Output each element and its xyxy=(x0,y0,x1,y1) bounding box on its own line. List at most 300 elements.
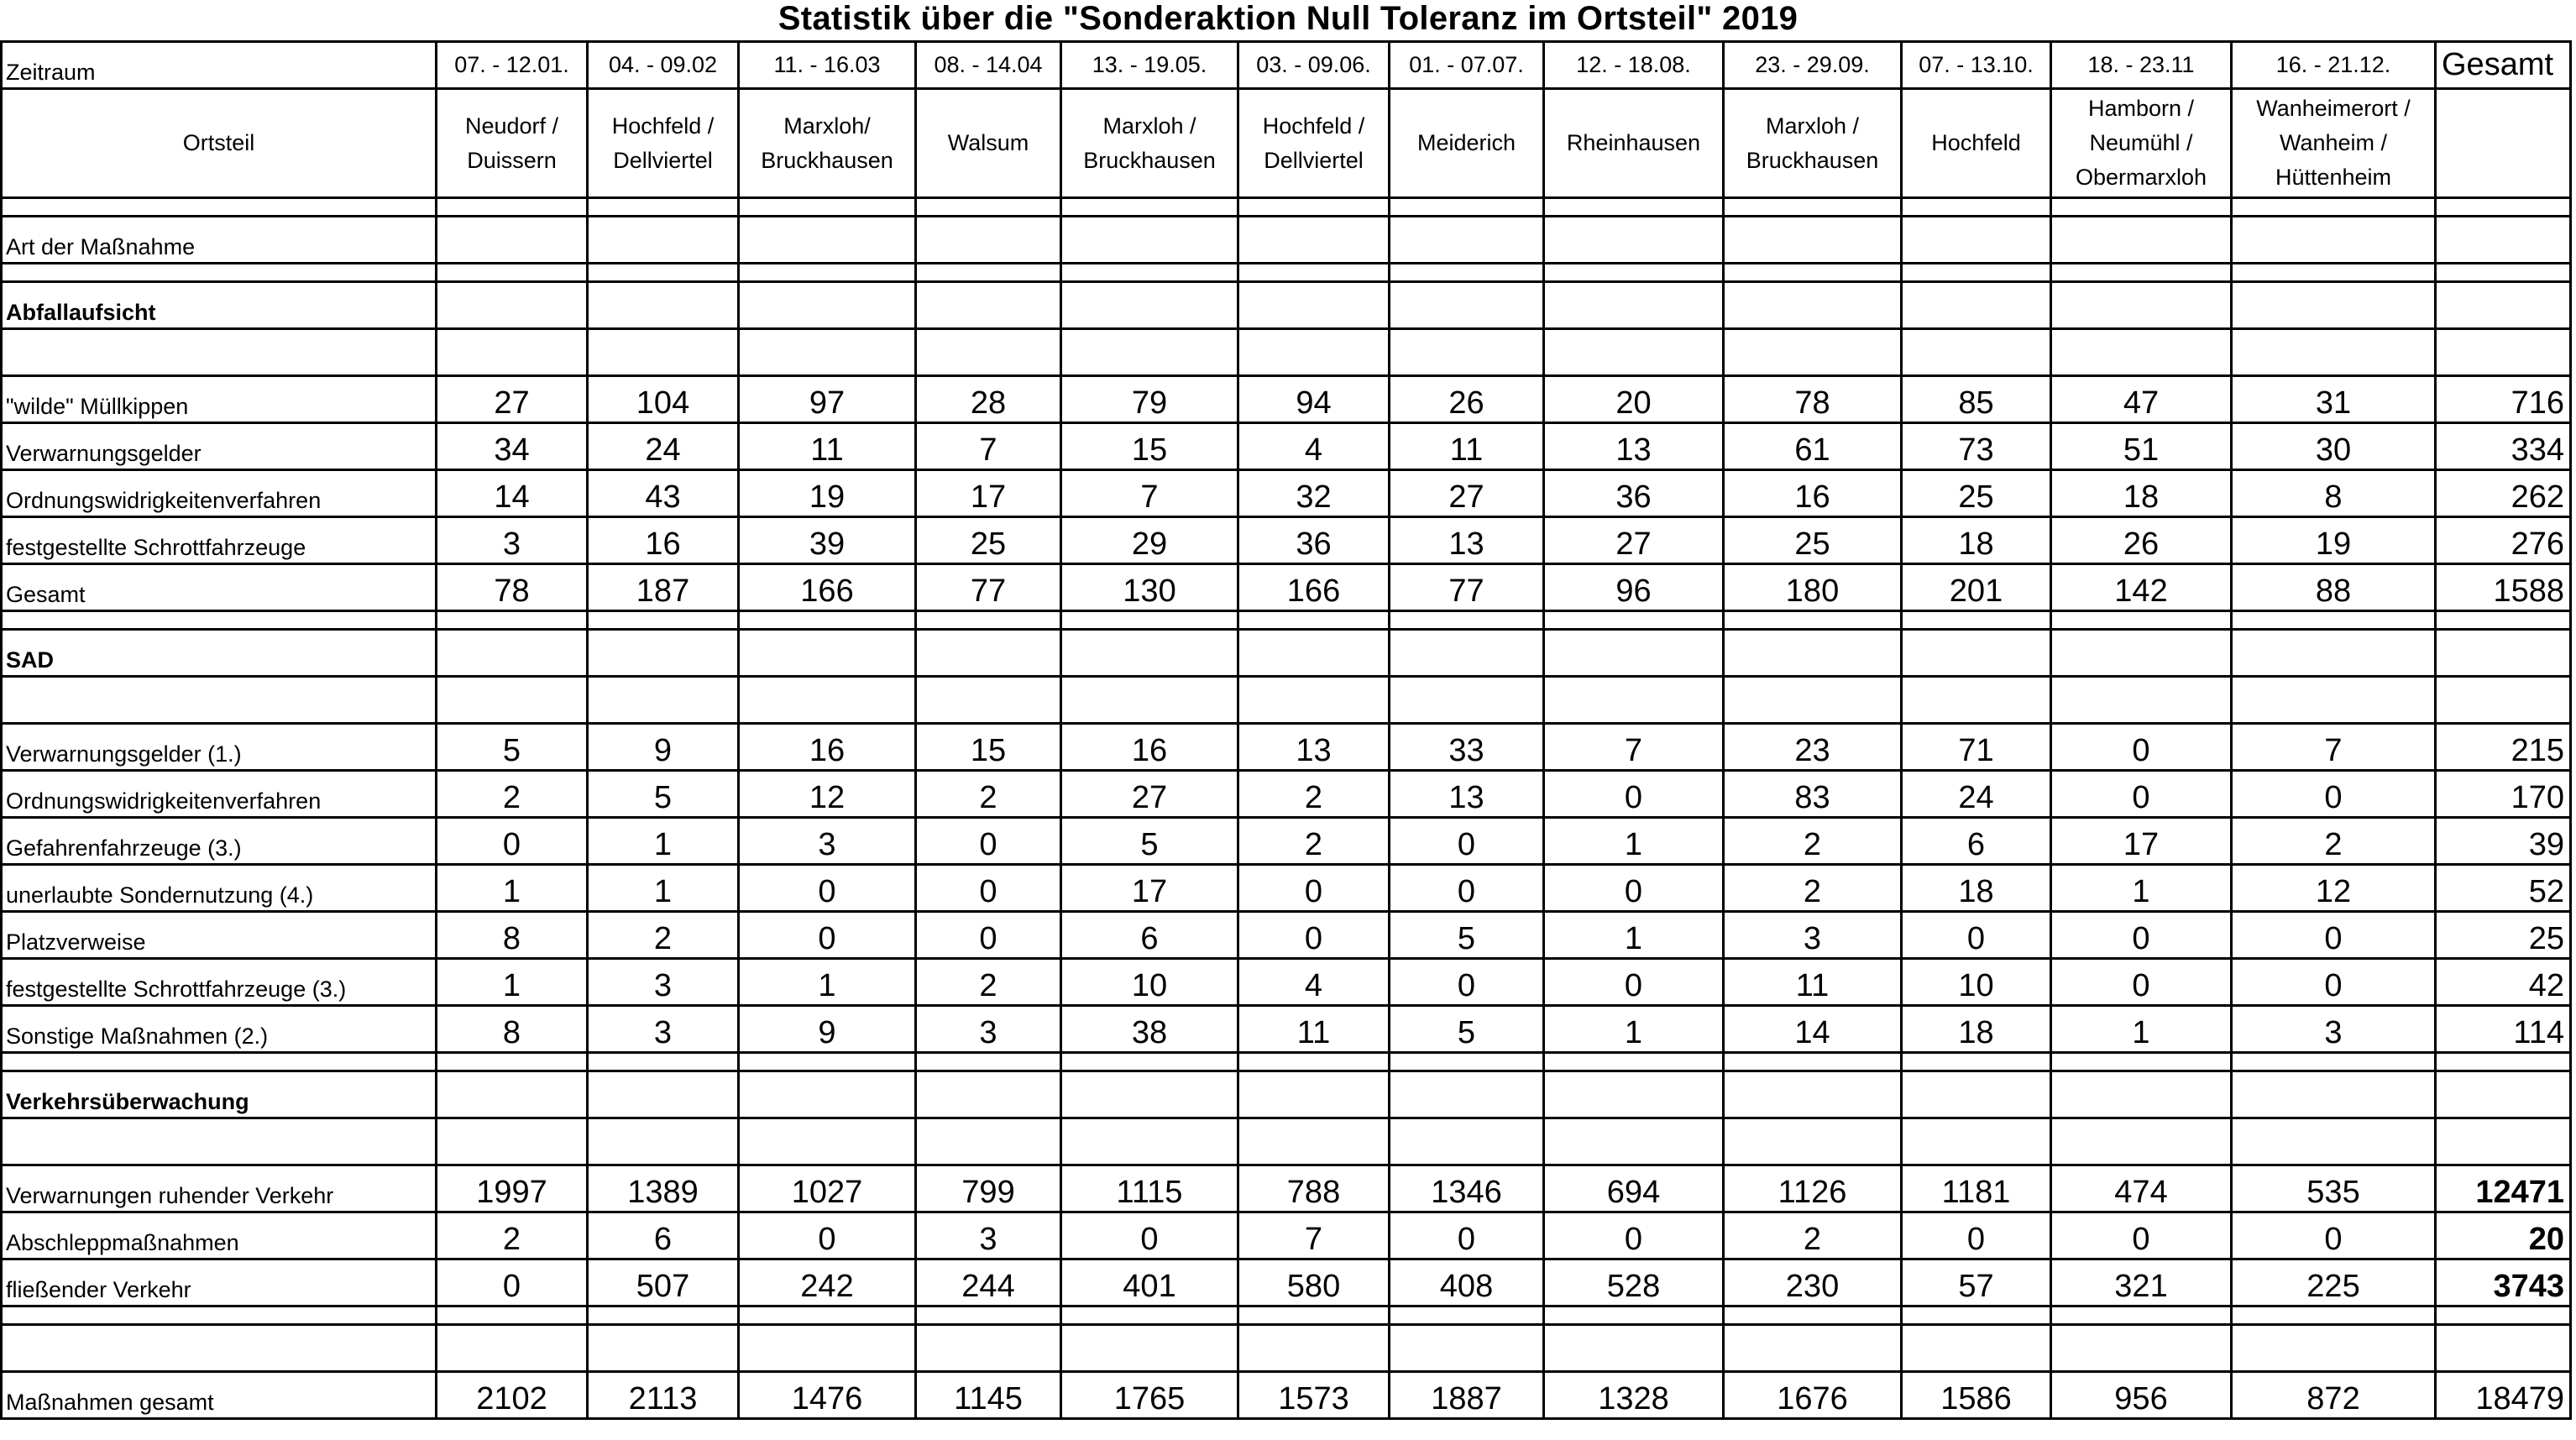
empty-cell xyxy=(1544,1325,1724,1372)
value-cell: 166 xyxy=(1238,564,1390,611)
empty-cell xyxy=(2232,1306,2436,1325)
empty-cell xyxy=(739,282,916,329)
value-cell: 13 xyxy=(1390,771,1544,818)
empty-cell xyxy=(1902,1325,2051,1372)
value-cell: 0 xyxy=(1902,912,2051,959)
empty-cell xyxy=(739,1071,916,1118)
empty-cell xyxy=(916,217,1061,264)
row-total: 716 xyxy=(2436,376,2571,423)
empty-cell xyxy=(1390,1053,1544,1071)
row-total: 215 xyxy=(2436,724,2571,771)
spacer-row xyxy=(2,677,2571,724)
period-cell: 18. - 23.11 xyxy=(2051,42,2232,89)
data-row xyxy=(2,865,2571,912)
value-cell: 9 xyxy=(588,724,739,771)
empty-cell xyxy=(2232,1118,2436,1165)
row-label: Verwarnungsgelder (1.) xyxy=(2,724,437,771)
value-cell: 29 xyxy=(1061,517,1238,564)
value-cell: 4 xyxy=(1238,959,1390,1006)
empty-cell xyxy=(2051,1118,2232,1165)
empty-cell xyxy=(2051,630,2232,677)
district-line: Meiderich xyxy=(1416,130,1516,155)
value-cell: 38 xyxy=(1061,1006,1238,1053)
row-total: 52 xyxy=(2436,865,2571,912)
empty-cell xyxy=(2051,264,2232,282)
data-row xyxy=(2,423,2571,470)
spacer-row xyxy=(2,1053,2571,1071)
value-cell: 0 xyxy=(739,912,916,959)
value-cell: 12 xyxy=(739,771,916,818)
empty-cell xyxy=(739,1306,916,1325)
row-label: Verwarnungsgelder xyxy=(2,423,437,470)
value-cell: 6 xyxy=(588,1212,739,1259)
empty-cell xyxy=(2232,1071,2436,1118)
empty-cell xyxy=(1724,611,1902,630)
empty-cell xyxy=(1902,1071,2051,1118)
value-cell: 7 xyxy=(1544,724,1724,771)
value-cell: 3 xyxy=(1724,912,1902,959)
data-row xyxy=(2,959,2571,1006)
empty-cell xyxy=(739,264,916,282)
district-line: Dellviertel xyxy=(1264,147,1364,173)
value-cell: 26 xyxy=(2051,517,2232,564)
row-label: Abschleppmaßnahmen xyxy=(2,1212,437,1259)
district-cell xyxy=(2232,89,2436,198)
value-cell: 230 xyxy=(1724,1259,1902,1306)
value-cell: 0 xyxy=(739,865,916,912)
empty-cell xyxy=(1238,630,1390,677)
value-cell: 0 xyxy=(1238,912,1390,959)
value-cell: 8 xyxy=(437,912,588,959)
empty-cell xyxy=(1544,1071,1724,1118)
value-cell: 73 xyxy=(1902,423,2051,470)
value-cell: 1 xyxy=(1544,1006,1724,1053)
row-label: Platzverweise xyxy=(2,912,437,959)
district-line: Wanheimerort / xyxy=(2256,96,2411,121)
district-cell xyxy=(588,89,739,198)
empty-cell xyxy=(1724,217,1902,264)
empty-cell xyxy=(2436,89,2571,198)
district-line: Bruckhausen xyxy=(761,147,893,173)
empty-cell xyxy=(1061,1053,1238,1071)
empty-cell xyxy=(588,264,739,282)
row-label: festgestellte Schrottfahrzeuge (3.) xyxy=(2,959,437,1006)
value-cell: 0 xyxy=(1238,865,1390,912)
district-cell xyxy=(1061,89,1238,198)
empty-cell xyxy=(739,217,916,264)
value-cell: 27 xyxy=(1061,771,1238,818)
value-cell: 321 xyxy=(2051,1259,2232,1306)
empty-cell xyxy=(739,1325,916,1372)
empty-cell xyxy=(2232,611,2436,630)
value-cell: 31 xyxy=(2232,376,2436,423)
empty-cell xyxy=(916,611,1061,630)
section-title: SAD xyxy=(2,630,437,677)
value-cell: 19 xyxy=(739,470,916,517)
empty-cell xyxy=(1061,630,1238,677)
empty-cell xyxy=(2,1053,437,1071)
value-cell: 11 xyxy=(1238,1006,1390,1053)
empty-cell xyxy=(916,1306,1061,1325)
row-label: festgestellte Schrottfahrzeuge xyxy=(2,517,437,564)
empty-cell xyxy=(1238,677,1390,724)
district-line: Walsum xyxy=(947,130,1029,155)
value-cell: 16 xyxy=(1061,724,1238,771)
value-cell: 26 xyxy=(1390,376,1544,423)
value-cell: 13 xyxy=(1390,517,1544,564)
empty-cell xyxy=(2051,1306,2232,1325)
value-cell: 0 xyxy=(2232,1212,2436,1259)
empty-cell xyxy=(1061,329,1238,376)
value-cell: 78 xyxy=(437,564,588,611)
empty-cell xyxy=(1902,1053,2051,1071)
district-cell xyxy=(916,89,1061,198)
empty-cell xyxy=(2232,264,2436,282)
empty-cell xyxy=(2436,282,2571,329)
row-total: 170 xyxy=(2436,771,2571,818)
data-row xyxy=(2,771,2571,818)
empty-cell xyxy=(1724,198,1902,217)
value-cell: 36 xyxy=(1544,470,1724,517)
value-cell: 47 xyxy=(2051,376,2232,423)
empty-cell xyxy=(1902,1118,2051,1165)
value-cell: 1389 xyxy=(588,1165,739,1212)
row-label: Sonstige Maßnahmen (2.) xyxy=(2,1006,437,1053)
district-header-row xyxy=(2,89,2571,198)
value-cell: 8 xyxy=(437,1006,588,1053)
empty-cell xyxy=(2051,611,2232,630)
spacer-row xyxy=(2,264,2571,282)
row-total: 1588 xyxy=(2436,564,2571,611)
statistics-table xyxy=(0,40,2572,1420)
empty-cell xyxy=(1902,1306,2051,1325)
table-title: Statistik über die "Sonderaktion Null Toleranz im Ortsteil" 2019 xyxy=(778,0,1798,37)
value-cell: 2 xyxy=(1238,771,1390,818)
empty-cell xyxy=(1061,1071,1238,1118)
value-cell: 408 xyxy=(1390,1259,1544,1306)
empty-cell xyxy=(588,630,739,677)
value-cell: 5 xyxy=(588,771,739,818)
empty-cell xyxy=(1724,1053,1902,1071)
district-line: Bruckhausen xyxy=(1083,147,1216,173)
value-cell: 166 xyxy=(739,564,916,611)
value-cell: 1 xyxy=(2051,865,2232,912)
district-line: Neudorf / xyxy=(464,113,559,139)
empty-cell xyxy=(1544,630,1724,677)
value-cell: 0 xyxy=(1390,865,1544,912)
value-cell: 0 xyxy=(2051,771,2232,818)
value-cell: 16 xyxy=(1724,470,1902,517)
district-line: Hochfeld xyxy=(1931,130,2021,155)
value-cell: 2 xyxy=(2232,818,2436,865)
value-cell: 19 xyxy=(2232,517,2436,564)
period-cell: 12. - 18.08. xyxy=(1544,42,1724,89)
value-cell: 28 xyxy=(916,376,1061,423)
empty-cell xyxy=(1902,329,2051,376)
row-total: 334 xyxy=(2436,423,2571,470)
value-cell: 1346 xyxy=(1390,1165,1544,1212)
spacer-row xyxy=(2,1306,2571,1325)
empty-cell xyxy=(588,677,739,724)
value-cell: 5 xyxy=(437,724,588,771)
empty-cell xyxy=(2051,1325,2232,1372)
value-cell: 15 xyxy=(1061,423,1238,470)
value-cell: 242 xyxy=(739,1259,916,1306)
value-cell: 1 xyxy=(588,865,739,912)
period-header-row xyxy=(2,42,2571,89)
empty-cell xyxy=(437,611,588,630)
empty-cell xyxy=(1724,1071,1902,1118)
data-row xyxy=(2,1165,2571,1212)
empty-cell xyxy=(2232,198,2436,217)
value-cell: 13 xyxy=(1544,423,1724,470)
empty-cell xyxy=(916,1053,1061,1071)
value-cell: 401 xyxy=(1061,1259,1238,1306)
value-cell: 1 xyxy=(437,865,588,912)
row-label: Gefahrenfahrzeuge (3.) xyxy=(2,818,437,865)
empty-cell xyxy=(1238,1118,1390,1165)
value-cell: 71 xyxy=(1902,724,2051,771)
empty-cell xyxy=(1390,611,1544,630)
value-cell: 2 xyxy=(916,959,1061,1006)
empty-cell xyxy=(1724,264,1902,282)
value-cell: 51 xyxy=(2051,423,2232,470)
value-cell: 94 xyxy=(1238,376,1390,423)
row-total: 114 xyxy=(2436,1006,2571,1053)
district-line: Hochfeld / xyxy=(1262,113,1365,139)
empty-cell xyxy=(2,329,437,376)
empty-cell xyxy=(1238,217,1390,264)
spacer-row xyxy=(2,1325,2571,1372)
grand-total-value: 1586 xyxy=(1902,1372,2051,1419)
empty-cell xyxy=(1902,264,2051,282)
empty-cell xyxy=(1238,1053,1390,1071)
empty-cell xyxy=(739,1118,916,1165)
value-cell: 244 xyxy=(916,1259,1061,1306)
empty-cell xyxy=(1544,264,1724,282)
value-cell: 2 xyxy=(437,1212,588,1259)
empty-cell xyxy=(437,282,588,329)
value-cell: 1126 xyxy=(1724,1165,1902,1212)
data-row xyxy=(2,376,2571,423)
period-cell: 16. - 21.12. xyxy=(2232,42,2436,89)
empty-cell xyxy=(1544,217,1724,264)
empty-cell xyxy=(1724,677,1902,724)
empty-cell xyxy=(2436,198,2571,217)
value-cell: 24 xyxy=(1902,771,2051,818)
empty-cell xyxy=(1390,282,1544,329)
value-cell: 77 xyxy=(1390,564,1544,611)
value-cell: 88 xyxy=(2232,564,2436,611)
empty-cell xyxy=(2,677,437,724)
value-cell: 23 xyxy=(1724,724,1902,771)
grand-total-value: 1145 xyxy=(916,1372,1061,1419)
value-cell: 2 xyxy=(916,771,1061,818)
row-total: 12471 xyxy=(2436,1165,2571,1212)
spacer-row xyxy=(2,1118,2571,1165)
empty-cell xyxy=(2232,677,2436,724)
grand-total-row xyxy=(2,1372,2571,1419)
value-cell: 78 xyxy=(1724,376,1902,423)
value-cell: 187 xyxy=(588,564,739,611)
empty-cell xyxy=(1902,630,2051,677)
empty-cell xyxy=(916,1325,1061,1372)
empty-cell xyxy=(916,198,1061,217)
grand-total-value: 1765 xyxy=(1061,1372,1238,1419)
empty-cell xyxy=(1390,630,1544,677)
empty-cell xyxy=(588,217,739,264)
value-cell: 6 xyxy=(1061,912,1238,959)
row-label: fließender Verkehr xyxy=(2,1259,437,1306)
row-total: 20 xyxy=(2436,1212,2571,1259)
empty-cell xyxy=(2436,611,2571,630)
value-cell: 3 xyxy=(916,1006,1061,1053)
district-line: Wanheim / xyxy=(2279,130,2388,155)
empty-cell xyxy=(1390,1325,1544,1372)
value-cell: 0 xyxy=(2051,724,2232,771)
value-cell: 0 xyxy=(2051,912,2232,959)
value-cell: 2 xyxy=(437,771,588,818)
value-cell: 85 xyxy=(1902,376,2051,423)
empty-cell xyxy=(2232,630,2436,677)
empty-cell xyxy=(1061,217,1238,264)
empty-cell xyxy=(1544,1118,1724,1165)
grand-total-value: 2102 xyxy=(437,1372,588,1419)
value-cell: 83 xyxy=(1724,771,1902,818)
value-cell: 17 xyxy=(2051,818,2232,865)
value-cell: 15 xyxy=(916,724,1061,771)
empty-cell xyxy=(1061,677,1238,724)
value-cell: 0 xyxy=(916,818,1061,865)
empty-cell xyxy=(739,611,916,630)
empty-cell xyxy=(2051,282,2232,329)
empty-cell xyxy=(2436,217,2571,264)
value-cell: 0 xyxy=(2232,912,2436,959)
empty-cell xyxy=(1390,1071,1544,1118)
empty-cell xyxy=(2436,1053,2571,1071)
value-cell: 0 xyxy=(2232,771,2436,818)
value-cell: 16 xyxy=(739,724,916,771)
empty-cell xyxy=(437,1325,588,1372)
period-cell: 23. - 29.09. xyxy=(1724,42,1902,89)
value-cell: 25 xyxy=(1902,470,2051,517)
empty-cell xyxy=(2,1306,437,1325)
row-total: 276 xyxy=(2436,517,2571,564)
value-cell: 1115 xyxy=(1061,1165,1238,1212)
value-cell: 18 xyxy=(1902,517,2051,564)
value-cell: 97 xyxy=(739,376,916,423)
value-cell: 12 xyxy=(2232,865,2436,912)
value-cell: 0 xyxy=(2232,959,2436,1006)
empty-cell xyxy=(1061,282,1238,329)
value-cell: 27 xyxy=(1390,470,1544,517)
value-cell: 0 xyxy=(1544,1212,1724,1259)
spacer-row xyxy=(2,198,2571,217)
empty-cell xyxy=(2436,1118,2571,1165)
empty-cell xyxy=(437,1053,588,1071)
empty-cell xyxy=(1390,1306,1544,1325)
section-title: Abfallaufsicht xyxy=(2,282,437,329)
value-cell: 0 xyxy=(2051,959,2232,1006)
value-cell: 1 xyxy=(1544,818,1724,865)
grand-total-value: 2113 xyxy=(588,1372,739,1419)
value-cell: 474 xyxy=(2051,1165,2232,1212)
district-line: Bruckhausen xyxy=(1746,147,1879,173)
value-cell: 1 xyxy=(588,818,739,865)
district-cell xyxy=(1390,89,1544,198)
value-cell: 57 xyxy=(1902,1259,2051,1306)
value-cell: 2 xyxy=(1724,1212,1902,1259)
data-row xyxy=(2,564,2571,611)
grand-total-value: 1476 xyxy=(739,1372,916,1419)
empty-cell xyxy=(588,1306,739,1325)
value-cell: 7 xyxy=(2232,724,2436,771)
art-row xyxy=(2,217,2571,264)
empty-cell xyxy=(2051,1071,2232,1118)
empty-cell xyxy=(916,329,1061,376)
spacer-row xyxy=(2,611,2571,630)
row-label: Verwarnungen ruhender Verkehr xyxy=(2,1165,437,1212)
empty-cell xyxy=(437,198,588,217)
empty-cell xyxy=(1902,282,2051,329)
empty-cell xyxy=(1544,329,1724,376)
empty-cell xyxy=(1061,1325,1238,1372)
value-cell: 14 xyxy=(1724,1006,1902,1053)
value-cell: 1 xyxy=(1544,912,1724,959)
value-cell: 142 xyxy=(2051,564,2232,611)
value-cell: 96 xyxy=(1544,564,1724,611)
value-cell: 11 xyxy=(1724,959,1902,1006)
value-cell: 18 xyxy=(1902,865,2051,912)
value-cell: 0 xyxy=(1390,959,1544,1006)
value-cell: 3 xyxy=(739,818,916,865)
grand-total-value: 1328 xyxy=(1544,1372,1724,1419)
empty-cell xyxy=(588,1053,739,1071)
row-total: 3743 xyxy=(2436,1259,2571,1306)
period-cell: 07. - 12.01. xyxy=(437,42,588,89)
empty-cell xyxy=(916,677,1061,724)
empty-cell xyxy=(588,282,739,329)
district-cell xyxy=(437,89,588,198)
empty-cell xyxy=(2232,217,2436,264)
value-cell: 580 xyxy=(1238,1259,1390,1306)
empty-cell xyxy=(739,1053,916,1071)
district-line: Marxloh/ xyxy=(783,113,871,139)
value-cell: 0 xyxy=(437,818,588,865)
district-line: Rheinhausen xyxy=(1566,130,1701,155)
value-cell: 10 xyxy=(1061,959,1238,1006)
value-cell: 8 xyxy=(2232,470,2436,517)
row-total: 39 xyxy=(2436,818,2571,865)
value-cell: 1181 xyxy=(1902,1165,2051,1212)
empty-cell xyxy=(1061,198,1238,217)
empty-cell xyxy=(739,677,916,724)
value-cell: 0 xyxy=(437,1259,588,1306)
row-label: Gesamt xyxy=(2,564,437,611)
empty-cell xyxy=(1061,611,1238,630)
empty-cell xyxy=(437,1306,588,1325)
empty-cell xyxy=(2051,198,2232,217)
empty-cell xyxy=(1238,282,1390,329)
value-cell: 18 xyxy=(1902,1006,2051,1053)
empty-cell xyxy=(916,264,1061,282)
value-cell: 7 xyxy=(1238,1212,1390,1259)
value-cell: 24 xyxy=(588,423,739,470)
empty-cell xyxy=(2436,630,2571,677)
empty-cell xyxy=(739,198,916,217)
empty-cell xyxy=(916,1118,1061,1165)
value-cell: 5 xyxy=(1061,818,1238,865)
